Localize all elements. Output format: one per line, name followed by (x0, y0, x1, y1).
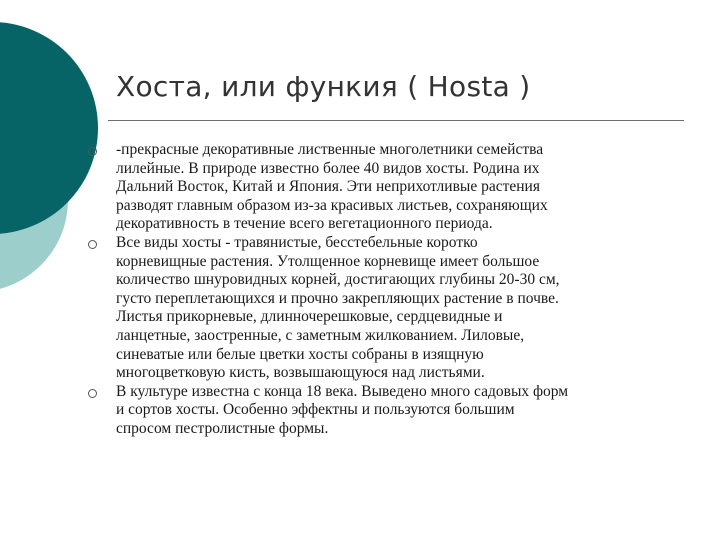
bullet-line: лилейные. В природе известно более 40 видов хосты. Родина их (116, 159, 540, 177)
bullet-item-2 (88, 234, 688, 383)
bullet-circle-icon (88, 147, 97, 156)
slide-title: Хоста, или функия ( Hosta ) (116, 70, 531, 103)
bullet-line: Все виды хосты - травянистые, бесстебельные коротко (116, 233, 478, 251)
bullet-line: -прекрасные декоративные лиственные многолетники семейства (116, 141, 544, 158)
bullet-line: В культуре известна с конца 18 века. Выведено много садовых форм (116, 382, 569, 400)
bullet-line: ланцетные, заостренные, с заметным жилкованием. Лиловые, (116, 326, 525, 344)
bullet-line: корневищные растения. Утолщенное корневище имеет большое (116, 252, 540, 270)
bullet-line: Листья прикорневые, длинночерешковые, сердцевидные и (116, 308, 503, 326)
bullet-list (88, 141, 688, 439)
bullet-line: спросом пестролистные формы. (116, 419, 329, 437)
bullet-circle-icon (88, 240, 97, 249)
bullet-line: многоцветковую кисть, возвышающуюся над листьями. (116, 364, 485, 382)
bullet-line: количество шнуровидных корней, достигающих глубины 20-30 см, (116, 271, 560, 289)
bullet-line: густо переплетающихся и прочно закрепляющих растение в почве. (116, 289, 559, 307)
title-divider (108, 120, 684, 121)
bullet-line: синеватые или белые цветки хосты собраны в изящную (116, 345, 484, 363)
dark-teal-circle (0, 22, 98, 234)
bullet-line: и сортов хосты. Особенно эффектны и пользуются большим (116, 401, 515, 419)
bullet-circle-icon (88, 389, 97, 398)
bullet-item-1 (88, 141, 688, 234)
bullet-line: Дальний Восток, Китай и Япония. Эти неприхотливые растения (116, 178, 540, 196)
bullet-line: разводят главным образом из-за красивых листьев, сохраняющих (116, 196, 548, 214)
bullet-line: декоративность в течение всего вегетационного периода. (116, 215, 493, 233)
bullet-item-3 (88, 383, 688, 439)
